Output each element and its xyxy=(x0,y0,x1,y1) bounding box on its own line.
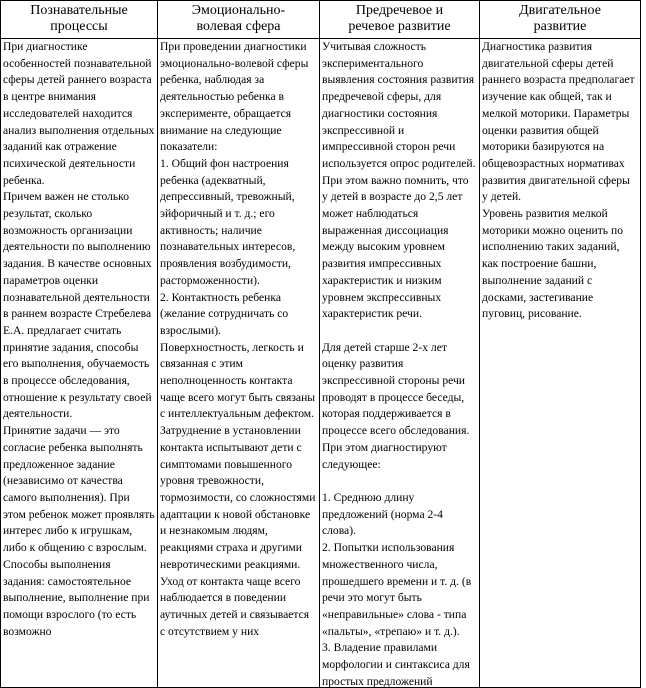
header-row xyxy=(1,1,641,39)
cell-emotional xyxy=(158,39,320,688)
cell-speech xyxy=(320,39,480,688)
table-row xyxy=(1,39,641,688)
header-speech xyxy=(320,1,480,39)
cell-cognitive xyxy=(1,39,158,688)
cell-motor-text: Диагностика развития двигательной сферы детей раннего возраста предполагает изучение как общей, так и мелкой моторики. Параметры оценки развития общей моторики базируются на общевозрастных нормативах развития двигательной сферы у детей. Уровень развития мелкой моторики можно оценить по исполнению таких заданий, как построение башни, выполнение заданий с досками, застегивание пуговиц, рисование. xyxy=(482,40,635,321)
cell-motor xyxy=(480,39,641,688)
cell-cognitive-text: При диагностике особенностей познавательной сферы детей раннего возраста в центре внимания исследователей находится анализ выполнения отдельных заданий как отражение психической деятельности ребенка. Причем важен не столько результат, сколько возможность организации деятельности по выполнению задания. В качестве основных параметров оценки познавательной деятельности в раннем возрасте Стребелева Е.А. предлагает считать принятие задания, способы его выполнения, обучаемость в процессе обследования, отношение к результату своей деятельности. Принятие задачи — это согласие ребенка выполнять предложенное задание (независимо от качества самого выполнения). При этом ребенок может проявлять интерес либо к игрушкам, либо к общению с взрослым. Способы выполнения задания: самостоятельное выполнение, выполнение при помощи взрослого (то есть возможно xyxy=(3,40,155,638)
header-cognitive xyxy=(1,1,158,39)
header-emotional xyxy=(158,1,320,39)
header-speech-label: Предречевое и речевое развитие xyxy=(348,3,451,34)
cell-emotional-text: При проведении диагностики эмоционально-волевой сферы ребенка, наблюдая за деятельностью ребенка в эксперименте, обращается внимание на следующие показатели: 1. Общий фон настроения ребенка (адекватный, депрессивный, тревожный, эйфоричный и т. д.; его активность; наличие познавательных интересов, проявления возбудимости, расторможенности). 2. Контактность ребенка (желание сотрудничать со взрослыми). Поверхностность, легкость и связанная с этим неполноценность контакта чаще всего могут быть связаны с интеллектуальным дефектом. Затруднение в установлении контакта испытывают дети с симптомами повышенного уровня тревожности, тормозимости, со сложностями адаптации к новой обстановке и незнакомым людям, реакциями страха и другими невротическими реакциями. Уход от контакта чаще всего наблюдается в поведении аутичных детей и связывается с отсутствием у них xyxy=(160,40,316,638)
cell-speech-text: Учитывая сложность экспериментального выявления состояния развития предречевой сферы, для диагностики состояния экспрессивной и импрессивной сторон речи используется опрос родителей. При этом важно помнить, что у детей в возрасте до 2,5 лет может наблюдаться выраженная диссоциация между высоким уровнем развития импрессивных характеристик и низким уровнем экспрессивных характеристик речи. Для детей старше 2-х лет оценку развития экспрессивной стороны речи проводят в процессе беседы, которая поддерживается в процессе всего обследования. При этом диагностируют следующее: 1. Среднюю длину предложений (норма 2-4 слова). 2. Попытки использования множественного числа, прошедшего времени и т. д. (в речи это могут быть «неправильные» слова - типа «пальты», «трепаю» и т. д.). 3. Владение правилами морфологии и синтаксиса для простых предложений xyxy=(322,40,476,687)
header-cognitive-label: Познавательные процессы xyxy=(30,3,128,34)
header-motor-label: Двигательное развитие xyxy=(519,3,601,34)
header-emotional-label: Эмоционально- волевая сфера xyxy=(191,3,286,34)
header-motor xyxy=(480,1,641,39)
